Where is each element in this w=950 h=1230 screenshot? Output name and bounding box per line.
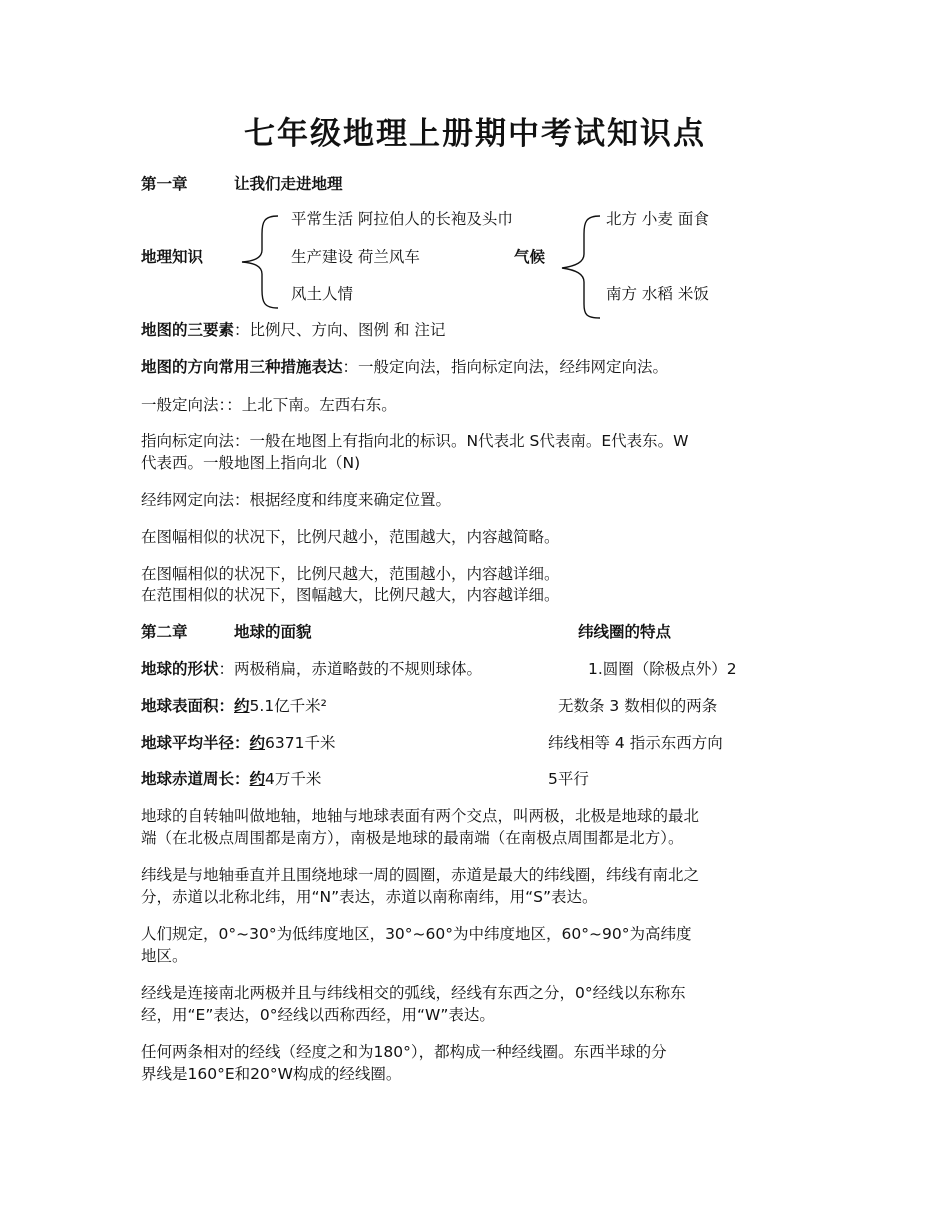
equator-length-value: 4万千米 — [265, 770, 322, 788]
earth-area-line — [141, 696, 327, 716]
direction-methods-label: 地图的方向常用三种措施表达 — [141, 358, 343, 376]
geo-item-daily-life: 平常生活 阿拉伯人的长袍及头巾 — [291, 210, 513, 228]
equator-length-line — [141, 769, 321, 789]
latitude-zones-text-2: 地区。 — [141, 947, 188, 965]
earth-area-value: 5.1亿千米² — [249, 697, 327, 715]
geo-item-customs: 风土人情 — [291, 285, 354, 303]
earth-shape-line — [141, 659, 482, 679]
earth-area-approx: 约 — [234, 697, 250, 715]
scale-rule-2: 在图幅相似的状况下，比例尺越大，范围越小，内容越详细。 — [141, 565, 560, 583]
equator-length-approx: 约 — [249, 770, 266, 788]
geo-knowledge-label: 地理知识 — [141, 248, 204, 266]
earth-shape-label: 地球的形状 — [141, 660, 219, 678]
earth-axis-text-1: 地球的自转轴叫做地轴，地轴与地球表面有两个交点，叫两极，北极是地球的最北 — [141, 807, 700, 825]
equator-length-label: 地球赤道周长： — [141, 770, 250, 788]
earth-axis-text-2: 端（在北极点周围都是南方），南极是地球的最南端（在南极点周围都是北方）。 — [141, 829, 684, 847]
longitude-text-2: 经，用“E”表达，0°经线以西称西经，用“W”表达。 — [141, 1006, 495, 1024]
latitude-circle-title: 纬线圈的特点 — [578, 623, 672, 641]
earth-radius-label: 地球平均半径： — [141, 734, 250, 752]
earth-radius-line — [141, 733, 335, 753]
lat-feature-2: 无数条 3 数相似的两条 — [558, 697, 718, 715]
meridian-circle-text-2: 界线是160°E和20°W构成的经线圈。 — [141, 1065, 402, 1083]
earth-shape-text: ：两极稍扁，赤道略鼓的不规则球体。 — [218, 660, 483, 678]
map-elements-line — [141, 320, 445, 340]
map-elements-label: 地图的三要素 — [141, 321, 235, 339]
latitude-line-text-2: 分，赤道以北称北纬，用“N”表达，赤道以南称南纬，用“S”表达。 — [141, 888, 598, 906]
grid-direction-text: 经纬网定向法：根据经度和纬度来确定位置。 — [141, 491, 452, 509]
chapter1-name: 让我们走进地理 — [234, 175, 343, 193]
left-brace — [238, 212, 282, 312]
earth-radius-approx: 约 — [249, 734, 266, 752]
direction-methods-text: ：一般定向法，指向标定向法，经纬网定向法。 — [342, 358, 669, 376]
chapter1-heading: 第一章 — [141, 175, 188, 193]
earth-area-label: 地球表面积： — [141, 697, 235, 715]
climate-south: 南方 水稻 米饭 — [606, 285, 709, 303]
pointer-direction-text-1: 指向标定向法：一般在地图上有指向北的标识。N代表北 S代表南。E代表东。W — [141, 432, 689, 450]
chapter2-heading: 第二章 — [141, 623, 188, 641]
scale-rule-3: 在范围相似的状况下，图幅越大，比例尺越大，内容越详细。 — [141, 586, 560, 604]
latitude-zones-text-1: 人们规定，0°~30°为低纬度地区，30°~60°为中纬度地区，60°~90°为高纬度 — [141, 925, 692, 943]
meridian-circle-text-1: 任何两条相对的经线（经度之和为180°），都构成一种经线圈。东西半球的分 — [141, 1043, 667, 1061]
direction-methods-line — [141, 357, 668, 377]
latitude-line-text-1: 纬线是与地轴垂直并且围绕地球一周的圆圈，赤道是最大的纬线圈，纬线有南北之 — [141, 866, 700, 884]
pointer-direction-text-2: 代表西。一般地图上指向北（N) — [141, 454, 361, 472]
geo-item-production: 生产建设 荷兰风车 — [291, 248, 420, 266]
lat-feature-3: 纬线相等 4 指示东西方向 — [548, 734, 723, 752]
lat-feature-4: 5平行 — [548, 770, 589, 788]
general-direction-text: 一般定向法：：上北下南。左西右东。 — [141, 396, 397, 414]
chapter2-name: 地球的面貌 — [234, 623, 312, 641]
climate-label: 气候 — [514, 248, 546, 266]
longitude-text-1: 经线是连接南北两极并且与纬线相交的弧线，经线有东西之分，0°经线以东称东 — [141, 984, 686, 1002]
right-brace — [558, 212, 604, 322]
climate-north: 北方 小麦 面食 — [606, 210, 709, 228]
earth-radius-value: 6371千米 — [265, 734, 336, 752]
map-elements-text: ：比例尺、方向、图例 和 注记 — [234, 321, 446, 339]
page-title: 七年级地理上册期中考试知识点 — [244, 116, 706, 152]
scale-rule-1: 在图幅相似的状况下，比例尺越小，范围越大，内容越简略。 — [141, 528, 560, 546]
lat-feature-1: 1.圆圈（除极点外）2 — [588, 660, 737, 678]
